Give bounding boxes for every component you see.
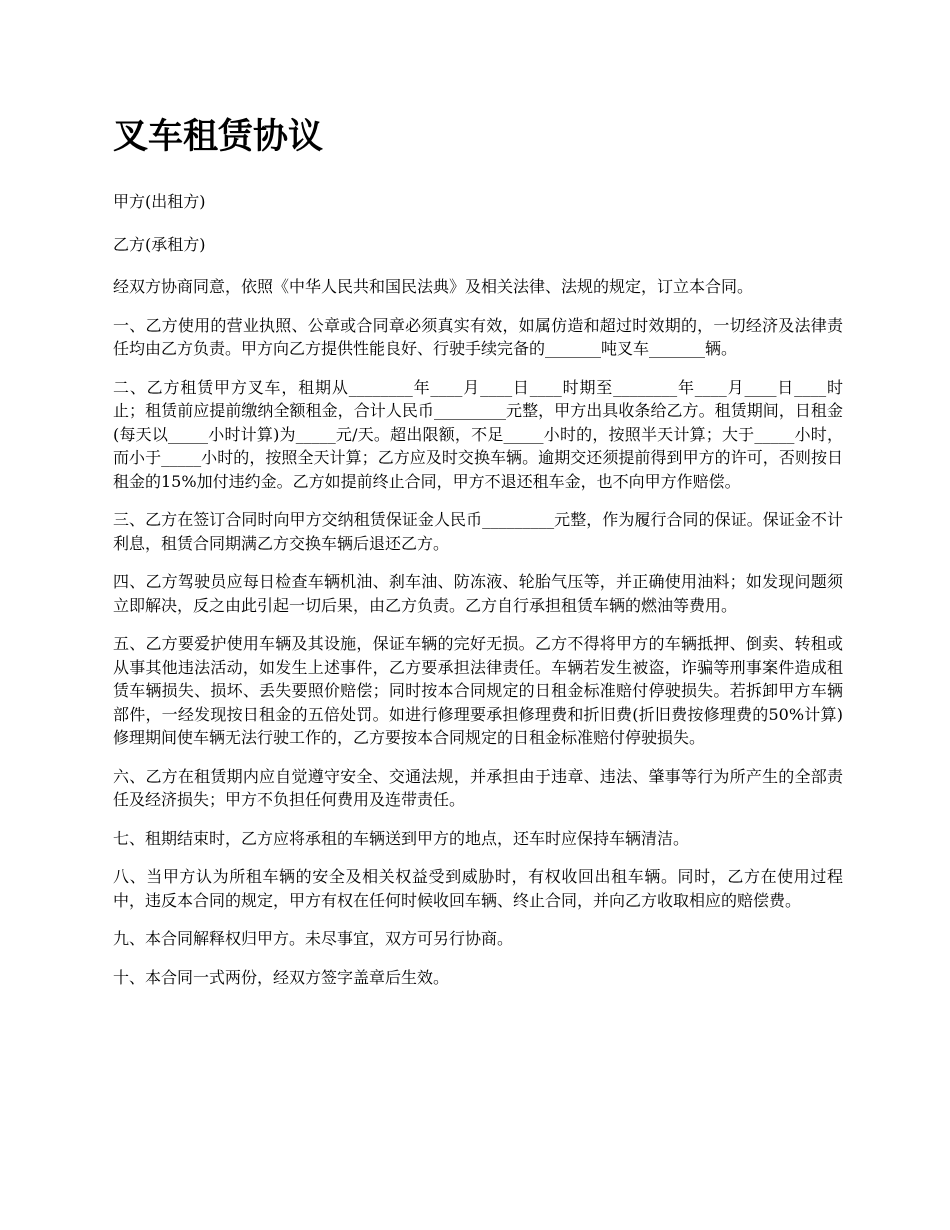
- document-title: 叉车租赁协议: [113, 117, 324, 157]
- party-a-label: 甲方(出租方): [113, 192, 206, 211]
- clause-7: 七、租期结束时，乙方应将承租的车辆送到甲方的地点，还车时应保持车辆清洁。: [113, 828, 690, 848]
- clause-1: 一、乙方使用的营业执照、公章或合同章必须真实有效，如属仿造和超过时效期的，一切经济及法律责任均由乙方负责。甲方向乙方提供性能良好、行驶手续完备的_______吨叉车_______辆。: [113, 315, 843, 358]
- clause-6: 六、乙方在租赁期内应自觉遵守安全、交通法规，并承担由于违章、违法、肇事等行为所产生的全部责任及经济损失；甲方不负担任何费用及连带责任。: [113, 766, 843, 809]
- party-b-label: 乙方(承租方): [113, 234, 206, 254]
- clause-9: 九、本合同解释权归甲方。未尽事宜，双方可另行协商。: [113, 929, 514, 948]
- document-page: [113, 110, 843, 1004]
- clause-10: 十、本合同一式两份，经双方签字盖章后生效。: [113, 967, 450, 987]
- clause-5: 五、乙方要爱护使用车辆及其设施，保证车辆的完好无损。乙方不得将甲方的车辆抵押、倒卖、转租或从事其他违法活动，如发生上述事件，乙方要承担法律责任。车辆若发生被盗，诈骗等刑事案件造成租赁车辆损失、损坏、丢失要照价赔偿；同时按本合同规定的日租金标准赔付停驶损失。若拆卸甲方车辆部件，一经发现按日租金的五倍处罚。如进行修理要承担修理费和折旧费(折旧费按修理费的50%计算)修理期间使车辆无法行驶工作的，乙方要按本合同规定的日租金标准赔付停驶损失。: [113, 634, 843, 747]
- clause-2: 二、乙方租赁甲方叉车，租期从________年____月____日____时期至________年____月____日____时止；租赁前应提前缴纳全额租金，合计人民币_________元整，甲方出具收条给乙方。租赁期间，日租金(每天以_____小时计算)为_____元/天。超出限额，不足_____小时的，按照半天计算；大于_____小时，而小于_____小时的，按照全天计算；乙方应及时交换车辆。逾期交还须提前得到甲方的许可，否则按日租金的15%加付违约金。乙方如提前终止合同，甲方不退还租车金，也不向甲方作赔偿。: [113, 377, 843, 491]
- clause-8: 八、当甲方认为所租车辆的安全及相关权益受到威胁时，有权收回出租车辆。同时，乙方在使用过程中，违反本合同的规定，甲方有权在任何时候收回车辆、终止合同，并向乙方收取相应的赔偿费。: [113, 867, 843, 910]
- clause-3: 三、乙方在签订合同时向甲方交纳租赁保证金人民币_________元整，作为履行合同的保证。保证金不计利息，租赁合同期满乙方交换车辆后退还乙方。: [113, 510, 843, 553]
- preamble: 经双方协商同意，依照《中华人民共和国民法典》及相关法律、法规的规定，订立本合同。: [113, 277, 754, 296]
- clause-4: 四、乙方驾驶员应每日检查车辆机油、刹车油、防冻液、轮胎气压等，并正确使用油料；如发现问题须立即解决，反之由此引起一切后果，由乙方负责。乙方自行承担租赁车辆的燃油等费用。: [113, 572, 843, 615]
